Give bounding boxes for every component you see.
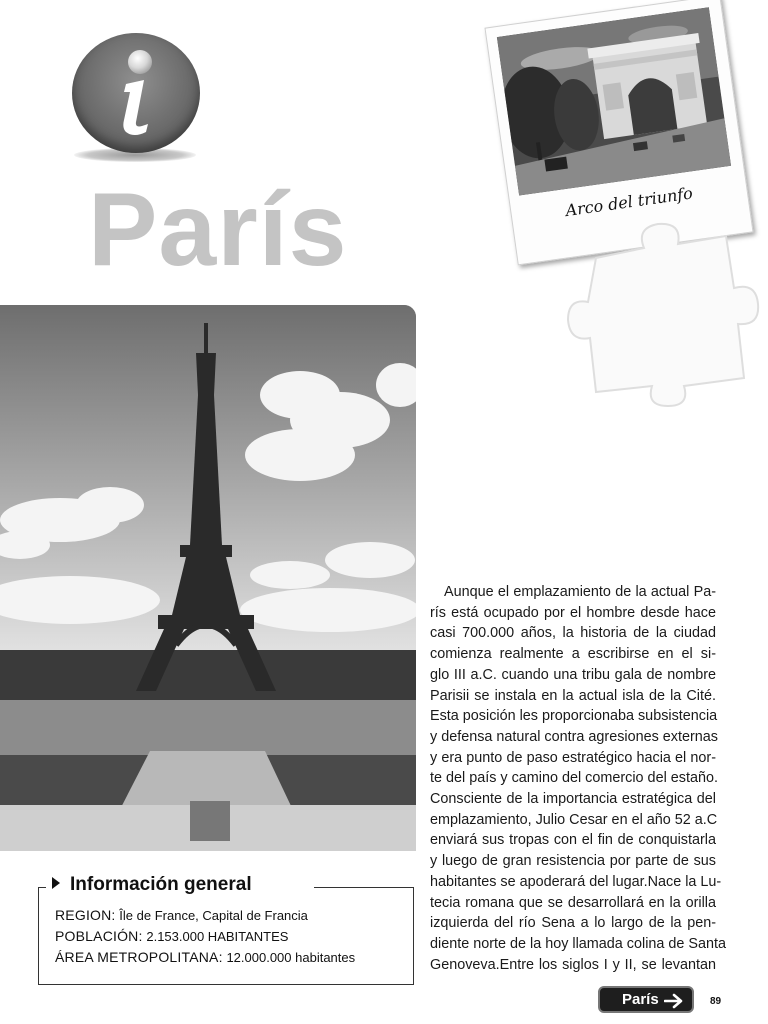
puzzle-piece-icon — [566, 218, 762, 408]
arrow-right-icon — [664, 993, 684, 1009]
body-line: y defensa natural contra agresiones externas — [430, 728, 718, 745]
body-line: y luego de gran resistencia por parte de sus — [430, 853, 716, 870]
info-icon-dot — [128, 50, 152, 74]
body-line: glo III a.C. cuando una tribu gala de nombre — [430, 666, 716, 683]
info-row-label: POBLACIÓN: — [55, 928, 143, 944]
info-row-label: ÁREA METROPOLITANA: — [55, 949, 223, 965]
footer-nav-label: París — [622, 991, 659, 1008]
page-number: 89 — [710, 996, 722, 1007]
triangle-right-icon — [52, 877, 60, 889]
info-box-heading — [52, 874, 252, 896]
info-row-label: REGION: — [55, 907, 116, 923]
info-box-rows — [55, 905, 355, 968]
info-row-poblacion — [55, 926, 355, 947]
body-line: izquierda del río Sena a lo largo de la pen- — [430, 915, 716, 932]
body-line: Aunque el emplazamiento de la actual Pa- — [444, 584, 716, 600]
body-line: tecia romana que se desarrollará en la orilla — [430, 894, 716, 911]
body-line: casi 700.000 años, la historia de la ciudad — [430, 625, 716, 642]
footer-nav-button[interactable] — [598, 986, 694, 1013]
eiffel-tower-illustration — [0, 305, 416, 851]
body-line: Parisii se instala en la actual isla de la Cité. — [430, 687, 716, 704]
body-line: rís está ocupado por el hombre desde hace — [430, 604, 716, 621]
info-box-top-rule — [38, 887, 46, 888]
body-line: y era punto de paso estratégico hacia el nor- — [430, 749, 716, 766]
body-line: Consciente de la importancia estratégica del — [430, 791, 716, 808]
info-box-top-rule — [314, 887, 413, 888]
info-row-value: 2.153.000 HABITANTES — [146, 929, 289, 944]
body-line: diente norte de la hoy llamada colina de Santa — [430, 935, 727, 952]
body-line: enviará sus tropas con el fin de conquistarla — [430, 832, 716, 849]
info-row-area — [55, 947, 355, 968]
body-line: habitantes se apoderará del lugar.Nace la Lu- — [430, 873, 722, 890]
body-line: Genoveva.Entre los siglos I y II, se levantan — [430, 956, 716, 973]
info-row-value: Île de France, Capital de Francia — [119, 908, 308, 923]
eiffel-tower-photo — [0, 305, 416, 851]
body-line: comienza realmente a escribirse en el si- — [430, 646, 716, 663]
body-text — [430, 582, 727, 975]
polaroid-caption: Arco del triunfo — [564, 183, 694, 221]
page-title: París — [88, 172, 348, 288]
body-line: Esta posición les proporcionaba subsistencia — [430, 708, 718, 725]
body-line: te del país y camino del comercio del estaño. — [430, 770, 718, 787]
info-icon-stem — [118, 78, 158, 136]
info-box-heading-text: Información general — [70, 874, 252, 895]
arc-de-triomphe-illustration — [497, 7, 731, 195]
info-row-region — [55, 905, 355, 926]
info-row-value: 12.000.000 habitantes — [226, 950, 356, 965]
body-line: emplazamiento, Julio Cesar en el año 52 a.C — [430, 811, 718, 828]
arc-de-triomphe-photo — [497, 7, 731, 195]
